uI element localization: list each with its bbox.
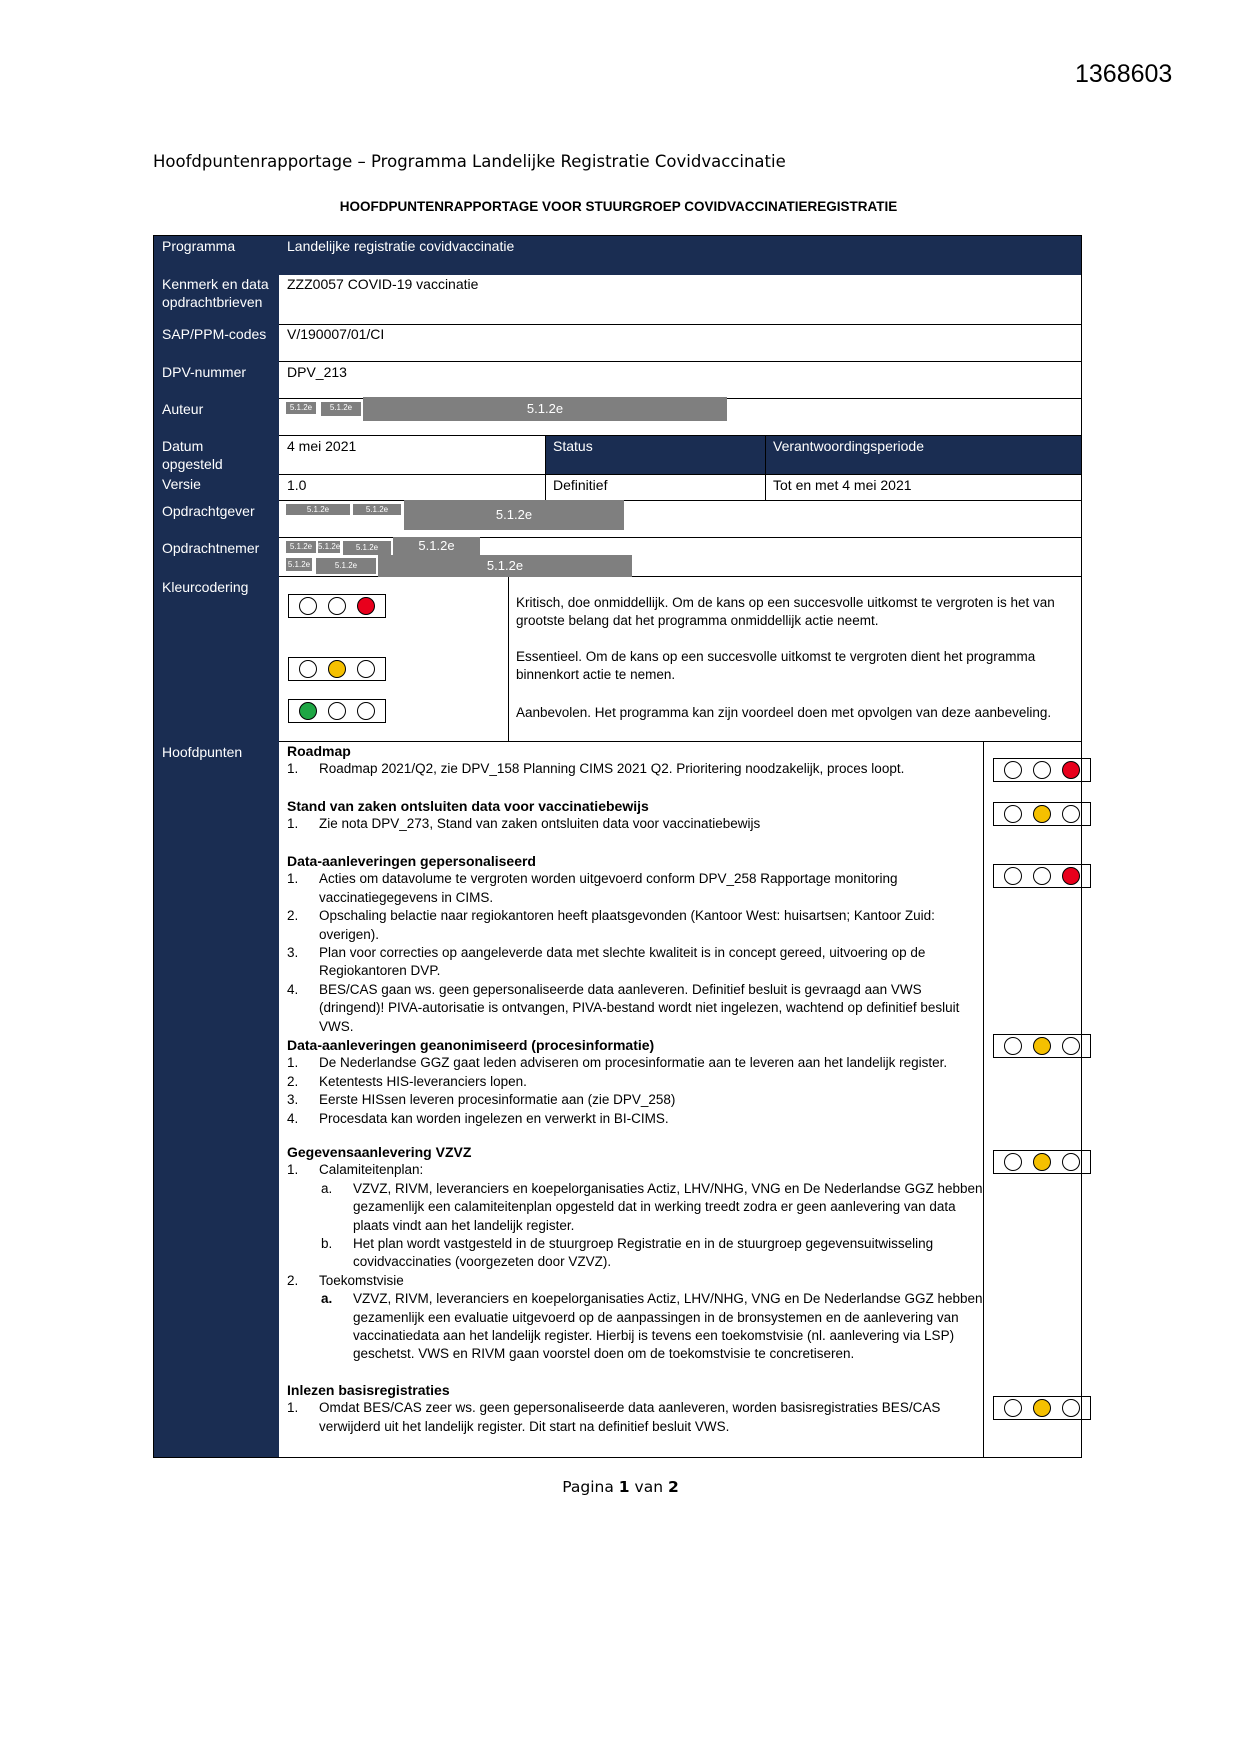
section-title: Gegevensaanlevering VZVZ (287, 1144, 472, 1160)
redaction-block: 5.1.2e (287, 560, 311, 569)
footer-prefix: Pagina (562, 1478, 619, 1496)
redaction-block: 5.1.2e (318, 542, 341, 551)
redaction-block: 5.1.2e (286, 504, 350, 515)
kleurcodering-label: Kleurcodering (162, 579, 249, 595)
traffic-light-legend-green (288, 699, 386, 723)
redaction-block: 5.1.2e (321, 402, 361, 416)
light-red-icon (357, 597, 375, 615)
sub-list-item: a. VZVZ, RIVM, leveranciers en koepelorganisaties Actiz, LHV/NHG, VNG en De Nederlandse GGZ hebben gezamenlijk een calamiteitenplan opgesteld dat in werking treedt zodra er geen aanlevering van data plaats vindt aan het landelijk register. (321, 1180, 983, 1233)
document-number: 1368603 (1075, 60, 1173, 88)
status-light-stand (993, 802, 1091, 826)
redaction-block: 5.1.2e (353, 504, 401, 515)
programma-label: Programma (162, 238, 236, 254)
kenmerk-label-line2: opdrachtbrieven (162, 294, 263, 310)
footer-mid: van (629, 1478, 668, 1496)
list-item-text: VZVZ, RIVM, leveranciers en koepelorganisaties Actiz, LHV/NHG, VNG en De Nederlandse GGZ hebben gezamenlijk een evaluatie uitgevoerd op de aanpassingen in de bronsystemen en de aanlevering van vaccinatiedata aan het landelijk register. Hierbij is tevens een toekomstvisie (nl. aanlevering via LSP) geschetst. VWS en RIVM gaan voorstel doen om de toekomstvisie te concretiseren. (353, 1291, 983, 1362)
light-off-icon (1062, 805, 1080, 823)
list-item: 2. Ketentests HIS-leveranciers lopen. (287, 1073, 527, 1089)
hoofdpunten-label: Hoofdpunten (162, 744, 243, 760)
row-divider (279, 361, 1082, 362)
list-item-text: Roadmap 2021/Q2, zie DPV_158 Planning CIMS 2021 Q2. Prioritering noodzakelijk, proces loopt. (319, 761, 905, 777)
section-title: Roadmap (287, 743, 351, 759)
status-light-gepersonaliseerd (993, 864, 1091, 888)
list-item-text: Calamiteitenplan: (319, 1162, 424, 1178)
list-item: 2. Toekomstvisie (287, 1272, 404, 1288)
redaction-block: 5.1.2e (363, 397, 727, 421)
light-off-icon (1062, 1037, 1080, 1055)
kenmerk-value: ZZZ0057 COVID-19 vaccinatie (287, 276, 479, 292)
status-light-roadmap (993, 758, 1091, 782)
sub-list-item: b. Het plan wordt vastgesteld in de stuurgroep Registratie en in de stuurgroep gegevensuitwisseling covidvaccinaties (voorgezeten door VZVZ). (321, 1236, 934, 1270)
list-item: 4. BES/CAS gaan ws. geen gepersonaliseerde data aanleveren. Definitief besluit is gevraagd aan VWS (dringend)! PIVA-autorisatie is ontvangen, PIVA-bestand wordt niet ingelezen, wachtend op definitief besluit VWS. (287, 981, 960, 1034)
light-off-icon (1004, 805, 1022, 823)
list-item-text: Zie nota DPV_273, Stand van zaken ontsluiten data voor vaccinatiebewijs (319, 816, 761, 832)
light-off-icon (1033, 867, 1051, 885)
light-off-icon (328, 702, 346, 720)
sap-value: V/190007/01/CI (287, 326, 385, 342)
redaction-block: 5.1.2e (378, 555, 632, 577)
col-divider (545, 436, 546, 500)
verantwoordingsperiode-label: Verantwoordingsperiode (773, 438, 924, 454)
status-light-vzvz (993, 1150, 1091, 1174)
periode-value: Tot en met 4 mei 2021 (773, 477, 912, 493)
section-title: Inlezen basisregistraties (287, 1382, 450, 1398)
list-item-text: Eerste HISsen leveren procesinformatie aan (zie DPV_258) (319, 1092, 676, 1108)
traffic-light-legend-yellow (288, 657, 386, 681)
light-off-icon (299, 597, 317, 615)
list-item-text: Omdat BES/CAS zeer ws. geen gepersonaliseerde data aanleveren, worden basisregistraties BES/CAS verwijderd uit het landelijk register. Dit start na definitief besluit VWS. (319, 1400, 941, 1434)
col-divider (765, 436, 766, 500)
footer-page-number: 1 (618, 1478, 630, 1496)
section-geanonimiseerd (287, 1036, 987, 1128)
list-item-text: Ketentests HIS-leveranciers lopen. (319, 1073, 527, 1089)
light-yellow-icon (1033, 805, 1051, 823)
section-title: Stand van zaken ontsluiten data voor vaccinatiebewijs (287, 798, 649, 814)
row-divider (279, 435, 1082, 436)
row-divider (279, 500, 1082, 501)
redaction-block: 5.1.2e (316, 558, 376, 574)
programma-value: Landelijke registratie covidvaccinatie (287, 238, 515, 254)
footer-page-total: 2 (667, 1478, 679, 1496)
light-off-icon (1004, 761, 1022, 779)
light-green-icon (299, 702, 317, 720)
opdrachtgever-label: Opdrachtgever (162, 503, 255, 519)
light-off-icon (1033, 761, 1051, 779)
list-item-text: VZVZ, RIVM, leveranciers en koepelorganisaties Actiz, LHV/NHG, VNG en De Nederlandse GGZ hebben gezamenlijk een calamiteitenplan opgesteld dat in werking treedt zodra er geen aanlevering van data plaats vindt aan het landelijk register. (353, 1180, 983, 1233)
light-red-icon (1062, 867, 1080, 885)
section-gepersonaliseerd (287, 852, 987, 1036)
light-yellow-icon (1033, 1399, 1051, 1417)
kenmerk-label-line1: Kenmerk en data (162, 276, 269, 292)
light-yellow-icon (1033, 1153, 1051, 1171)
redaction-block: 5.1.2e (343, 541, 391, 555)
light-off-icon (328, 597, 346, 615)
opdrachtnemer-label: Opdrachtnemer (162, 540, 260, 556)
light-off-icon (1004, 867, 1022, 885)
list-item-text: Het plan wordt vastgesteld in de stuurgroep Registratie en in de stuurgroep gegevensuitwisseling covidvaccinaties (voorgezeten door VZVZ). (353, 1236, 934, 1270)
light-yellow-icon (1033, 1037, 1051, 1055)
light-red-icon (1062, 761, 1080, 779)
light-off-icon (1062, 1153, 1080, 1171)
section-stand-van-zaken (287, 797, 987, 834)
kleur-essentieel-text: Essentieel. Om de kans op een succesvolle uitkomst te vergroten dient het programma binnenkort actie te nemen. (516, 649, 1036, 683)
versie-value: 1.0 (287, 477, 307, 493)
report-title-text: HOOFDPUNTENRAPPORTAGE VOOR STUURGROEP COVIDVACCINATIEREGISTRATIE (339, 199, 898, 214)
row-divider (279, 474, 1082, 475)
list-item-text: Procesdata kan worden ingelezen en verwerkt in BI-CIMS. (319, 1110, 669, 1126)
list-item: 1. Roadmap 2021/Q2, zie DPV_158 Planning CIMS 2021 Q2. Prioritering noodzakelijk, proces loopt. (287, 761, 905, 777)
list-item-text: Plan voor correcties op aangeleverde data met slechte kwaliteit is in concept gereed, uitvoering op de Regiokantoren DVP. (319, 945, 926, 979)
page-footer (0, 1478, 1241, 1496)
list-item: 1. Omdat BES/CAS zeer ws. geen gepersonaliseerde data aanleveren, worden basisregistraties BES/CAS verwijderd uit het landelijk register. Dit start na definitief besluit VWS. (287, 1400, 941, 1434)
light-off-icon (357, 660, 375, 678)
light-off-icon (1004, 1153, 1022, 1171)
status-light-basisregistraties (993, 1396, 1091, 1420)
redaction-block: 5.1.2e (404, 500, 624, 530)
datum-value: 4 mei 2021 (287, 438, 357, 454)
list-item: 1. De Nederlandse GGZ gaat leden adviseren om procesinformatie aan te leveren aan het landelijk register. (287, 1055, 948, 1071)
list-item: 3. Eerste HISsen leveren procesinformatie aan (zie DPV_258) (287, 1092, 676, 1108)
sub-list-item: a. VZVZ, RIVM, leveranciers en koepelorganisaties Actiz, LHV/NHG, VNG en De Nederlandse GGZ hebben gezamenlijk een evaluatie uitgevoerd op de aanpassingen in de bronsystemen en de aanlevering van vaccinatiedata aan het landelijk register. Hierbij is tevens een toekomstvisie (nl. aanlevering via LSP) geschetst. VWS en RIVM gaan voorstel doen om de toekomstvisie te concretiseren. (321, 1291, 983, 1362)
status-light-geanonimiseerd (993, 1034, 1091, 1058)
datum-label-line2: opgesteld (162, 456, 223, 472)
col-divider (508, 576, 509, 741)
sap-label: SAP/PPM-codes (162, 326, 267, 342)
light-off-icon (1062, 1399, 1080, 1417)
list-item-text: BES/CAS gaan ws. geen gepersonaliseerde data aanleveren. Definitief besluit is gevraagd aan VWS (dringend)! PIVA-autorisatie is ontvangen, PIVA-bestand wordt niet ingelezen, wachtend op definitief besluit VWS. (319, 981, 960, 1034)
light-off-icon (1004, 1399, 1022, 1417)
row-divider (279, 324, 1082, 325)
section-vzvz (287, 1143, 987, 1364)
list-item: 1. Zie nota DPV_273, Stand van zaken ontsluiten data voor vaccinatiebewijs (287, 816, 761, 832)
list-item-text: De Nederlandse GGZ gaat leden adviseren om procesinformatie aan te leveren aan het landelijk register. (319, 1055, 948, 1071)
light-yellow-icon (328, 660, 346, 678)
kleur-kritisch-text: Kritisch, doe onmiddellijk. Om de kans op een succesvolle uitkomst te vergroten is het van grootste belang dat het programma onmiddellijk actie neemt. (516, 595, 1055, 629)
light-off-icon (1004, 1037, 1022, 1055)
section-basisregistraties (287, 1381, 987, 1436)
versie-label: Versie (162, 476, 201, 492)
list-item: 4. Procesdata kan worden ingelezen en verwerkt in BI-CIMS. (287, 1110, 669, 1126)
redaction-block: 5.1.2e (393, 537, 480, 555)
list-item-text: Toekomstvisie (319, 1272, 404, 1288)
list-item-text: Acties om datavolume te vergroten worden uitgevoerd conform DPV_258 Rapportage monitoring vaccinatiegegevens in CIMS. (319, 871, 898, 905)
list-item-text: Opschaling belactie naar regiokantoren heeft plaatsgevonden (Kantoor West: huisartsen; Kantoor Zuid: overigen). (319, 908, 935, 942)
traffic-light-legend-red (288, 594, 386, 618)
header-title: Hoofdpuntenrapportage – Programma Landelijke Registratie Covidvaccinatie (153, 152, 786, 171)
list-item: 1. Acties om datavolume te vergroten worden uitgevoerd conform DPV_258 Rapportage monitoring vaccinatiegegevens in CIMS. (287, 871, 898, 905)
dpv-value: DPV_213 (287, 364, 347, 380)
list-item: 2. Opschaling belactie naar regiokantoren heeft plaatsgevonden (Kantoor West: huisartsen; Kantoor Zuid: overigen). (287, 908, 935, 942)
auteur-label: Auteur (162, 401, 204, 417)
dpv-label: DPV-nummer (162, 364, 247, 380)
kleur-aanbevolen-text: Aanbevolen. Het programma kan zijn voordeel doen met opvolgen van deze aanbeveling. (516, 705, 1052, 720)
light-off-icon (357, 702, 375, 720)
list-item: 3. Plan voor correcties op aangeleverde data met slechte kwaliteit is in concept gereed, uitvoering op de Regiokantoren DVP. (287, 945, 926, 979)
redaction-block: 5.1.2e (286, 541, 316, 553)
status-label: Status (553, 438, 593, 454)
list-item: 1. Calamiteitenplan: (287, 1162, 424, 1178)
report-title (0, 199, 1241, 214)
light-off-icon (299, 660, 317, 678)
redaction-block: 5.1.2e (286, 402, 316, 414)
datum-label-line1: Datum (162, 438, 204, 454)
section-title: Data-aanleveringen gepersonaliseerd (287, 853, 536, 869)
section-roadmap (287, 742, 987, 779)
section-title: Data-aanleveringen geanonimiseerd (procesinformatie) (287, 1037, 655, 1053)
status-value: Definitief (553, 477, 608, 493)
